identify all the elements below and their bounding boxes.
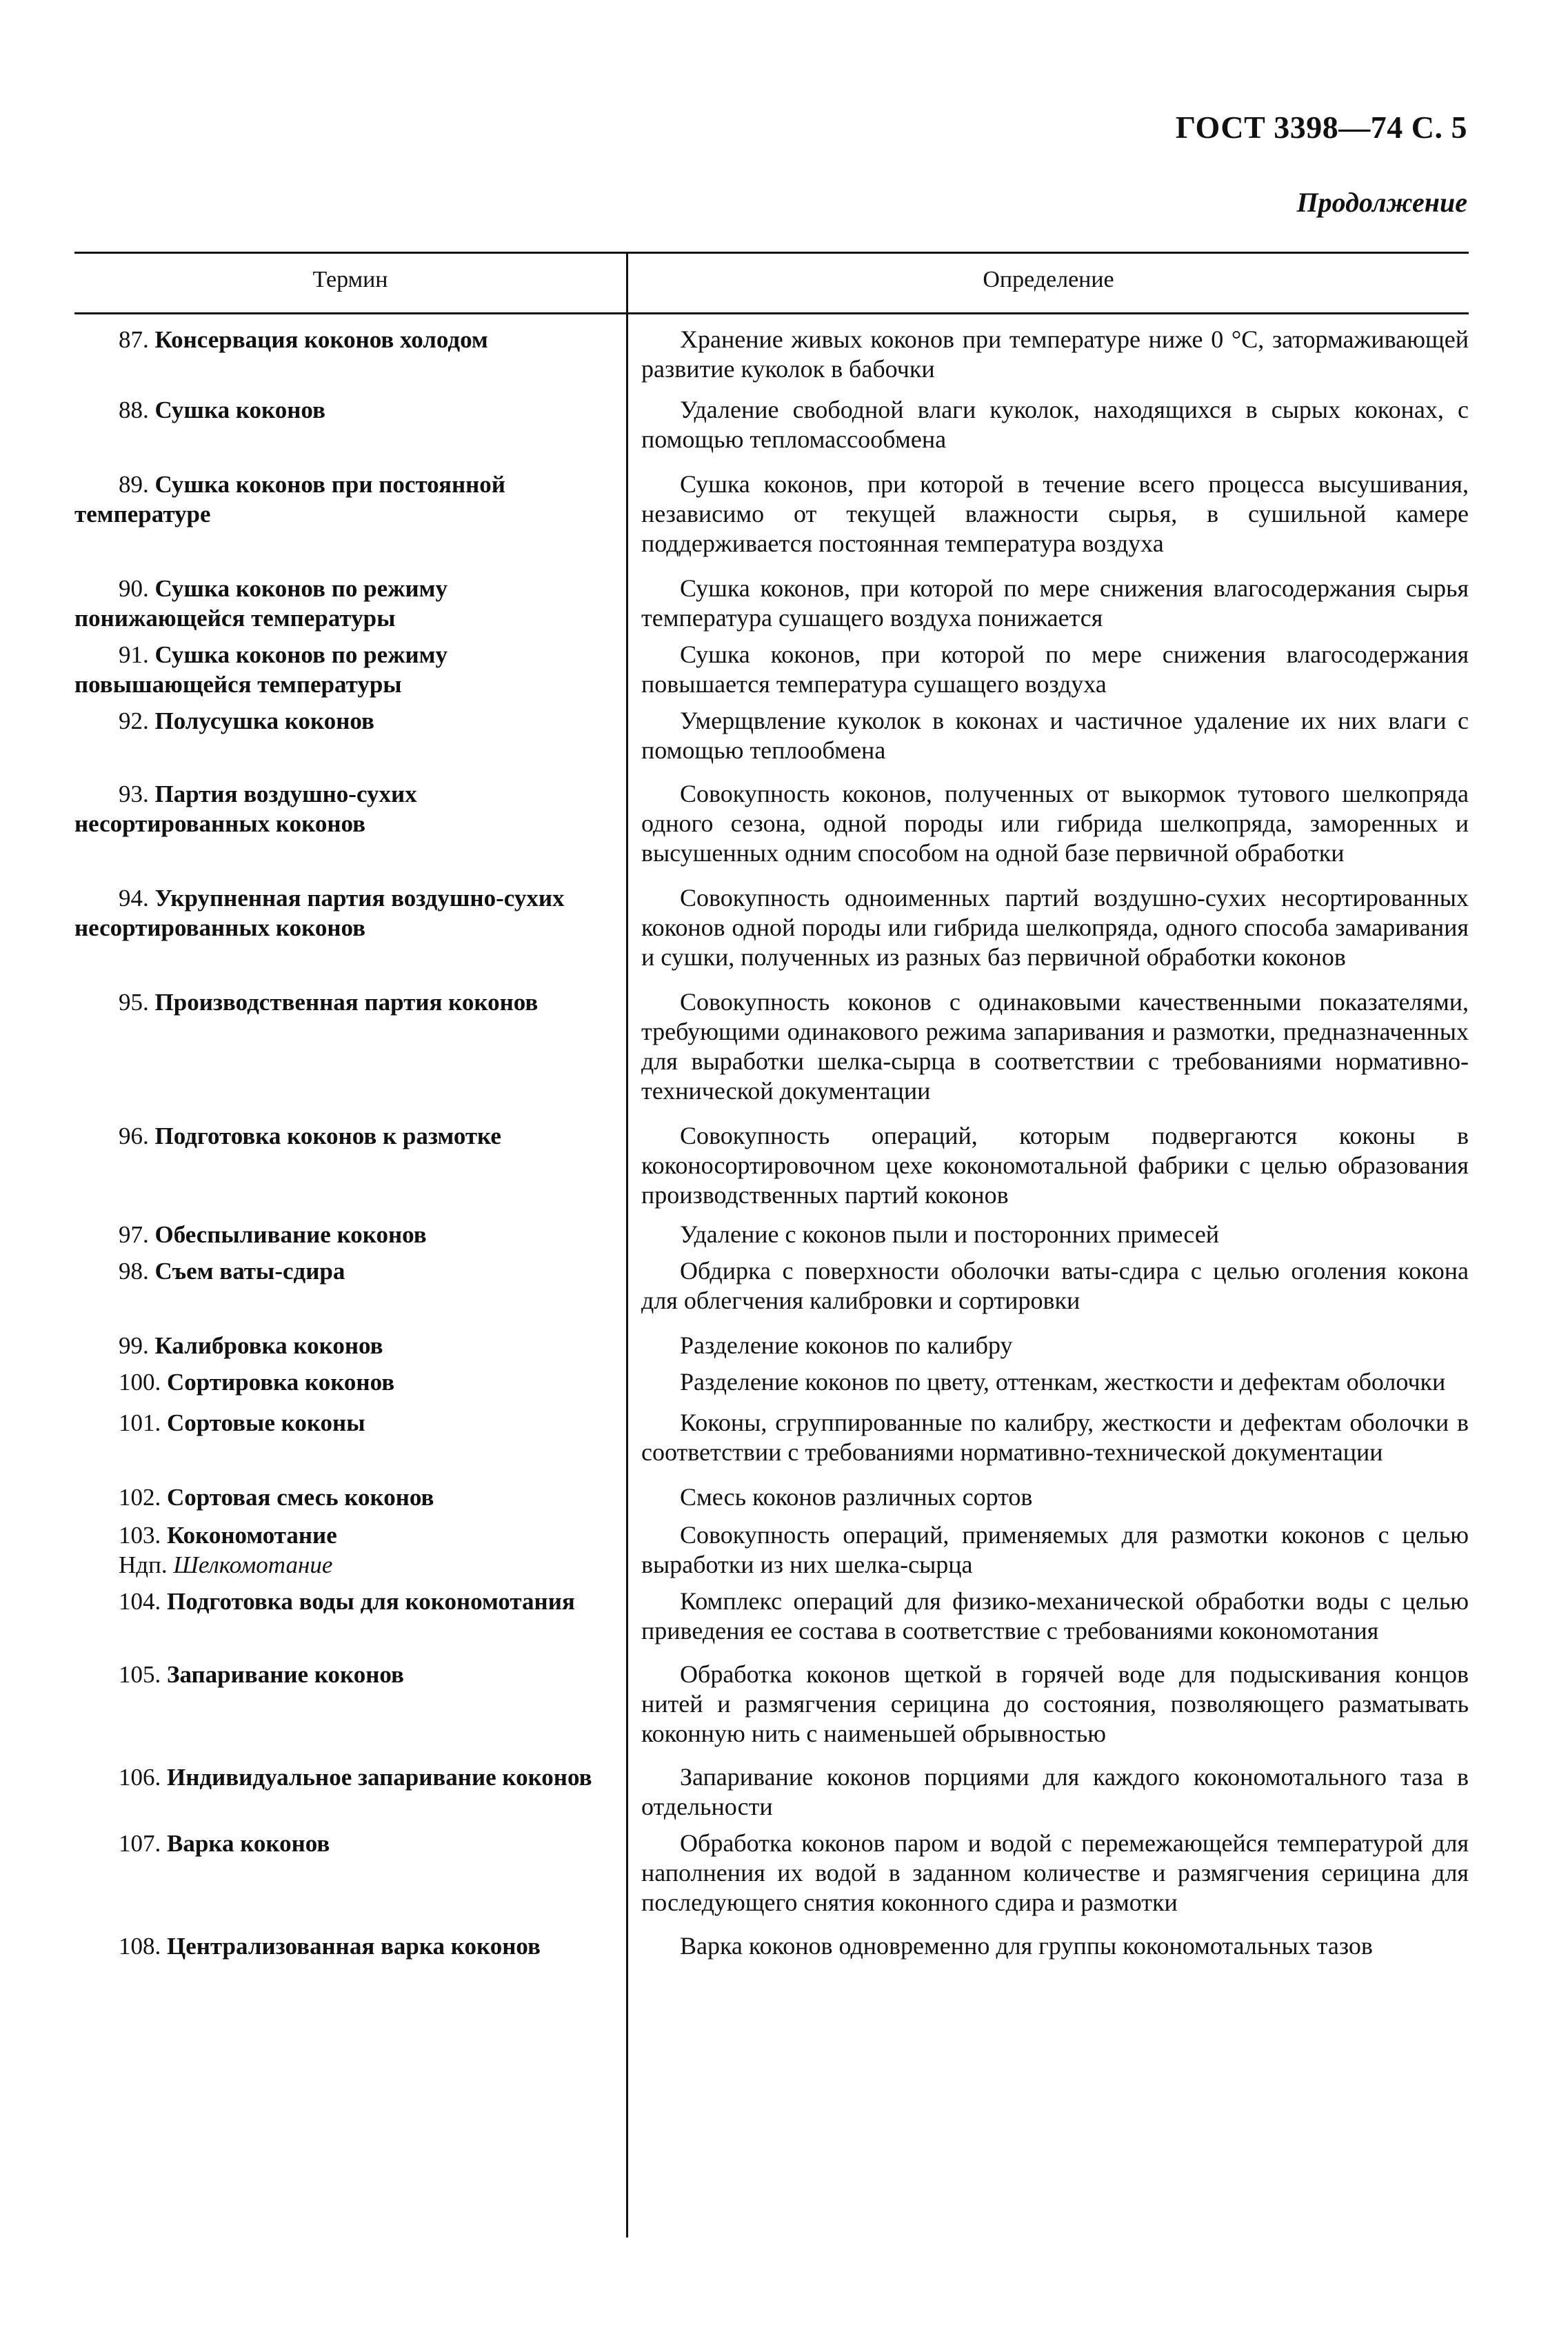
definition-cell: Разделение коконов по калибру (680, 1331, 1013, 1359)
table-row (74, 879, 1469, 972)
definition-cell: Комплекс операций для физико-механической обработки воды с целью приведения ее состава в соответствие с требованиями кокономотания (641, 1587, 1469, 1644)
term-cell (74, 321, 626, 384)
term-text: Полусушка коконов (154, 707, 374, 734)
definition-cell: Коконы, сгруппированные по калибру, жесткости и дефектам оболочки в соответствии с требованиями нормативно-технической документации (641, 1409, 1469, 1466)
table-row (74, 983, 1469, 1106)
table-row (74, 1363, 1469, 1397)
definition-cell: Совокупность операций, которым подвергаются коконы в коконосортировочном цехе кокономотальной фабрики с целью образования производственных партий коконов (641, 1122, 1469, 1209)
term-number: 92. (119, 707, 149, 734)
term-number: 99. (119, 1332, 149, 1359)
definition-cell: Совокупность операций, применяемых для размотки коконов с целью выработки из них шелка-сырца (641, 1521, 1469, 1578)
table-row (74, 465, 1469, 559)
column-header-term: Термин (312, 267, 388, 292)
table-row (74, 1327, 1469, 1360)
term-text: Сортовая смесь коконов (167, 1484, 434, 1511)
term-cell (74, 465, 626, 559)
definition-cell: Сушка коконов, при которой по мере снижения влагосодержания повышается температура сушащего воздуха (641, 641, 1469, 698)
definition-cell: Совокупность одноименных партий воздушно-сухих несортированных коконов одной породы или гибрида шелкопряда, одного способа замаривания и сушки, полученных из разных баз первичной обработки коконов (641, 884, 1469, 971)
term-number: 108. (119, 1933, 161, 1960)
definition-cell: Удаление с коконов пыли и посторонних примесей (680, 1220, 1220, 1248)
term-cell (74, 1363, 626, 1397)
term-text: Обеспыливание коконов (154, 1221, 427, 1248)
term-number: 97. (119, 1221, 149, 1248)
term-number: 104. (119, 1588, 161, 1615)
term-text: Партия воздушно-сухих несортированных коконов (74, 781, 417, 837)
term-cell (74, 1758, 626, 1822)
term-number: 102. (119, 1484, 161, 1511)
term-cell (74, 1516, 626, 1580)
term-cell (74, 1404, 626, 1467)
table-row (74, 1117, 1469, 1210)
term-cell (74, 391, 626, 454)
term-cell (74, 879, 626, 972)
term-text: Подготовка воды для кокономотания (167, 1588, 575, 1615)
definition-cell: Обработка коконов щеткой в горячей воде для подыскивания концов нитей и размягчения серицина до состояния, позволяющего разматывать коконную нить с наименьшей обрывностью (641, 1660, 1469, 1747)
term-number: 89. (119, 471, 149, 498)
term-cell (74, 1478, 626, 1512)
column-header-definition: Определение (983, 267, 1114, 292)
term-text: Кокономотание (167, 1522, 337, 1549)
definition-cell: Сушка коконов, при которой по мере снижения влагосодержания сырья температура сушащего воздуха понижается (641, 574, 1469, 632)
definition-cell: Разделение коконов по цвету, оттенкам, жесткости и дефектам оболочки (680, 1368, 1446, 1396)
term-text: Индивидуальное запаривание коконов (167, 1764, 592, 1791)
definition-cell: Варка коконов одновременно для группы кокономотальных тазов (680, 1932, 1373, 1960)
term-cell (74, 1656, 626, 1749)
ndp-term: Шелкомотание (173, 1551, 333, 1578)
definition-cell: Хранение живых коконов при температуре ниже 0 °С, затормаживающей развитие куколок в бабочки (641, 325, 1469, 383)
term-text: Сушка коконов при постоянной температуре (74, 471, 505, 527)
table-row (74, 391, 1469, 454)
table-row (74, 570, 1469, 633)
term-cell (74, 1117, 626, 1210)
term-cell (74, 1252, 626, 1316)
term-cell (74, 1824, 626, 1918)
term-cell (74, 983, 626, 1106)
table-row (74, 636, 1469, 699)
term-number: 105. (119, 1661, 161, 1688)
term-number: 96. (119, 1123, 149, 1149)
table-row (74, 1516, 1469, 1580)
term-text: Подготовка коконов к размотке (154, 1123, 501, 1149)
term-number: 106. (119, 1764, 161, 1791)
definition-cell: Запаривание коконов порциями для каждого кокономотального таза в отдельности (641, 1763, 1469, 1820)
term-text: Запаривание коконов (167, 1661, 404, 1688)
non-recommended-term (119, 1550, 618, 1580)
definition-cell: Умерщвление куколок в коконах и частичное удаление их них влаги с помощью теплообмена (641, 707, 1469, 764)
term-number: 87. (119, 326, 149, 353)
page-header: ГОСТ 3398—74 С. 5 (1175, 110, 1467, 145)
term-text: Консервация коконов холодом (154, 326, 488, 353)
term-number: 107. (119, 1830, 161, 1857)
definition-cell: Обдирка с поверхности оболочки ваты-сдира с целью оголения кокона для облегчения калибровки и сортировки (641, 1257, 1469, 1314)
definition-cell: Смесь коконов различных сортов (680, 1483, 1033, 1511)
term-text: Сортовые коконы (167, 1409, 365, 1436)
table-header-rule (74, 312, 1469, 314)
table-row (74, 702, 1469, 765)
term-cell (74, 1927, 626, 1961)
term-cell (74, 702, 626, 765)
term-cell (74, 1216, 626, 1249)
term-number: 103. (119, 1522, 161, 1549)
term-cell (74, 1327, 626, 1360)
table-row (74, 775, 1469, 868)
term-cell (74, 775, 626, 868)
definition-cell: Совокупность коконов с одинаковыми качественными показателями, требующими одинакового режима запаривания и размотки, предназначенных для выработки шелка-сырца в соответствии с требованиями нормативно-технической документации (641, 988, 1469, 1105)
table-row (74, 1758, 1469, 1822)
term-text: Производственная партия коконов (154, 989, 539, 1016)
table-row (74, 1216, 1469, 1249)
term-number: 101. (119, 1409, 161, 1436)
term-text: Сортировка коконов (167, 1369, 395, 1396)
table-row (74, 1927, 1469, 1961)
term-text: Съем ваты-сдира (154, 1258, 345, 1285)
term-text: Варка коконов (167, 1830, 330, 1857)
definition-cell: Совокупность коконов, полученных от выкормок тутового шелкопряда одного сезона, одной породы или гибрида шелкопряда, заморенных и высушенных одним способом на одной базе первичной обработки (641, 780, 1469, 867)
term-number: 88. (119, 396, 149, 423)
table-row (74, 1582, 1469, 1646)
table-row (74, 321, 1469, 384)
term-number: 98. (119, 1258, 149, 1285)
term-text: Укрупненная партия воздушно-сухих несортированных коконов (74, 885, 565, 941)
term-text: Калибровка коконов (154, 1332, 383, 1359)
table-row (74, 1478, 1469, 1512)
term-text: Сушка коконов по режиму повышающейся температуры (74, 641, 448, 698)
term-number: 90. (119, 575, 149, 602)
continuation-label: Продолжение (1296, 187, 1467, 218)
term-cell (74, 636, 626, 699)
term-cell (74, 1582, 626, 1646)
definition-cell: Удаление свободной влаги куколок, находящихся в сырых коконах, с помощью тепломассообмена (641, 396, 1469, 453)
table-row (74, 1656, 1469, 1749)
table-row (74, 1404, 1469, 1467)
term-text: Централизованная варка коконов (167, 1933, 541, 1960)
term-number: 93. (119, 781, 149, 807)
term-number: 91. (119, 641, 149, 668)
table-row (74, 1824, 1469, 1918)
table-row (74, 1252, 1469, 1316)
term-number: 100. (119, 1369, 161, 1396)
table-top-rule (74, 252, 1469, 254)
definition-cell: Обработка коконов паром и водой с перемежающейся температурой для наполнения их водой в заданном количестве и размягчения серицина для последующего снятия коконного сдира и размотки (641, 1829, 1469, 1916)
term-number: 94. (119, 885, 149, 912)
term-text: Сушка коконов по режиму понижающейся температуры (74, 575, 448, 632)
term-text: Сушка коконов (154, 396, 325, 423)
definition-cell: Сушка коконов, при которой в течение всего процесса высушивания, независимо от текущей влажности сырья, в сушильной камере поддерживается постоянная температура воздуха (641, 470, 1469, 557)
term-cell (74, 570, 626, 633)
ndp-label: Ндп. (119, 1551, 168, 1578)
term-number: 95. (119, 989, 149, 1016)
table-body (74, 321, 1469, 1961)
